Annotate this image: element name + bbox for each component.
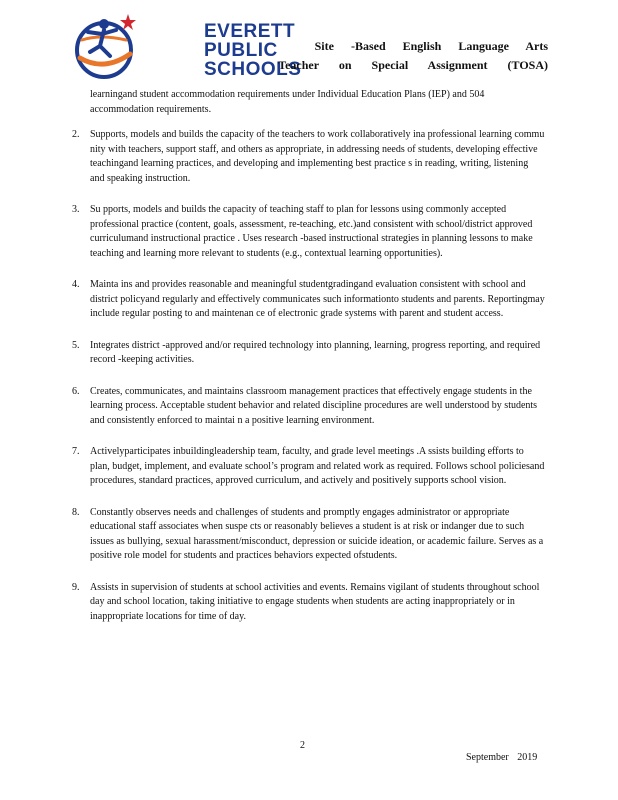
list-item-text: Su pports, models and builds the capacity of teaching staff to plan for lessons using commonly accepted professional practice (content, goals, assessment, re-teaching, etc.)and consistent with school/district approved curriculumand instructional practice . Uses research -based instructional strategies in planning lessons to make teaching and learning more relevant to students (e.g., contextual learning opportunities).: [90, 204, 533, 259]
list-item-text: Assists in supervision of students at school activities and events. Remains vigilant of students throughout school day and school location, taking initiative to engage students when students are acting inappropriately or in inappropriate locations for time of day.: [90, 581, 540, 622]
list-item-number: 4.: [72, 279, 80, 290]
list-item: [70, 278, 545, 322]
list-item: [70, 128, 545, 186]
list-item-number: 7.: [72, 446, 80, 457]
globe-runner-icon: [70, 10, 140, 82]
logo-line-2: PUBLIC: [204, 40, 278, 61]
list-item-number: 5.: [72, 339, 80, 351]
list-item-number: 2.: [72, 129, 80, 140]
page-number: 2: [300, 740, 305, 751]
footer-date: September 2019: [466, 752, 538, 763]
list-item-text: Mainta ins and provides reasonable and meaningful studentgradingand evaluation consistent with school and district policyand regularly and effectively communicates such informationto students and parents. Reportingmay include regular posting to and maintenan ce of electronic grade systems with parent and student access.: [90, 279, 545, 319]
logo-line-1: EVERETT: [204, 21, 296, 42]
list-item: [70, 385, 545, 429]
document-header-title: [270, 37, 548, 75]
list-item-text: Integrates district -approved and/or required technology into planning, learning, progress reporting, and required record -keeping activities.: [90, 339, 541, 365]
list-item-number: 3.: [72, 204, 80, 215]
list-item: [70, 506, 545, 564]
list-item-text: Supports, models and builds the capacity of the teachers to work collaboratively ina professional learning commu nity with teachers, support staff, and others as appropriate, in addressing needs of students, developing effective teachingand learning practices, and developing and implementing best practice s in reading, writing, listening and speaking instruction.: [90, 129, 545, 184]
list-item: [70, 445, 545, 489]
list-item: [70, 203, 545, 261]
everett-public-schools-logo: [70, 10, 302, 82]
header-title-line-1: Site -Based English Language Arts: [314, 39, 548, 53]
logo-line-3: SCHOOLS: [204, 59, 302, 80]
list-item-number: 6.: [72, 385, 80, 397]
list-item: [70, 339, 545, 368]
responsibilities-list: [70, 128, 545, 641]
list-item-text: Constantly observes needs and challenges of students and promptly engages administrator or appropriate educational staff associates when suspe cts or reasonably believes a student is at risk or indanger due to such issues as bullying, sexual harassment/misconduct, depression or suicide ideation, or academic failure. Serves as a positive role model for students and practices behaviors expected ofstudents.: [90, 506, 544, 561]
continued-paragraph: learningand student accommodation requirements under Individual Education Plans (IEP) and 504 accommodation requirements.: [90, 89, 485, 115]
header-title-line-2: Teacher on Special Assignment (TOSA): [278, 58, 548, 72]
list-item-text: Creates, communicates, and maintains classroom management practices that effectively engage students in the learning process. Acceptable student behavior and related discipline procedures are well understood by students and consistently enforced to maintai n a positive learning environment.: [90, 385, 538, 426]
list-item-text: Activelyparticipates inbuildingleadership team, faculty, and grade level meetings .A ssists building efforts to plan, budget, implement, and evaluate school’s program and related work as required. Follows school policiesand procedures, standard practices, approved curriculum, and actively and positively supports school vision.: [90, 446, 545, 486]
list-item: [70, 581, 545, 625]
list-item-number: 9.: [72, 581, 80, 593]
list-item-number: 8.: [72, 506, 80, 518]
